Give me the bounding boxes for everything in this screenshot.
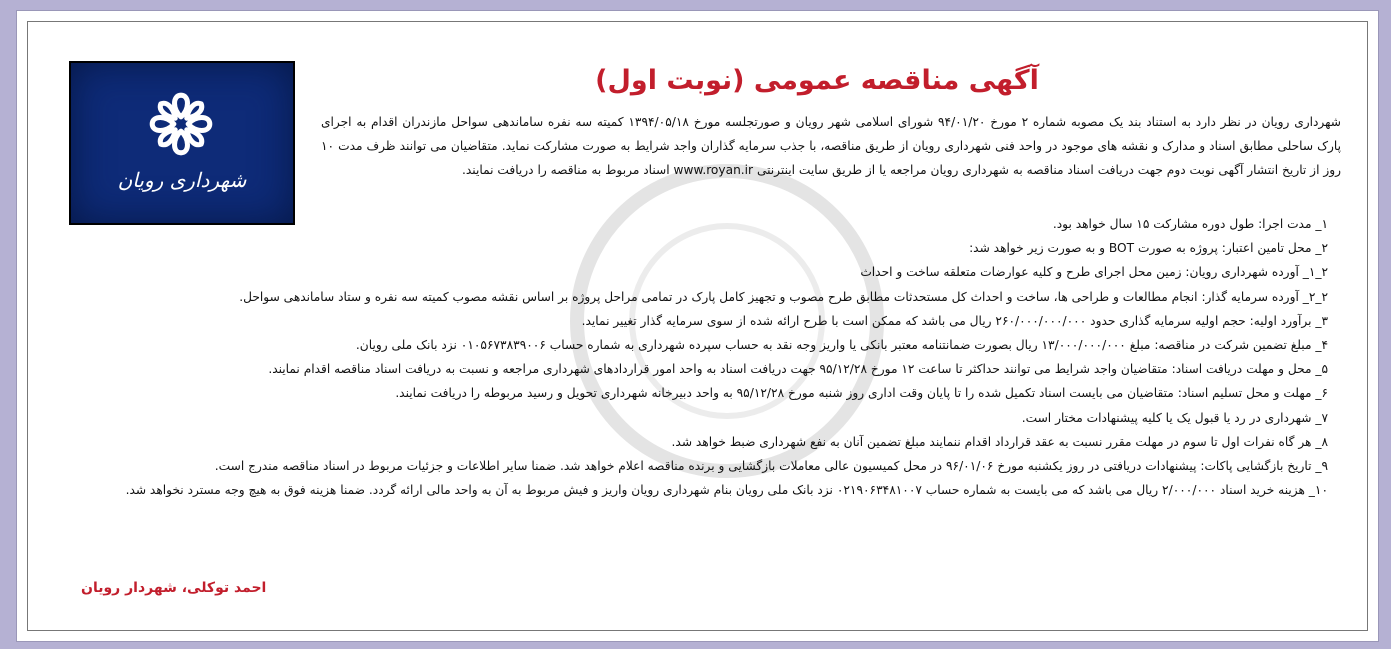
logo-text: شهرداری رویان	[117, 168, 247, 192]
list-item: ۱_ مدت اجرا: طول دوره مشارکت ۱۵ سال خواهد بود.	[1052, 217, 1328, 231]
intro-paragraph: شهرداری رویان در نظر دارد به استناد بند یک مصوبه شماره ۲ مورخ ۹۴/۰۱/۲۰ شورای اسلامی شهر رویان و صورتجلسه مورخ ۱۳۹۴/۰۵/۱۸ کمیته سه نفره ساماندهی سواحل مازندران اقدام به اجرای پارک ساحلی مطابق اسناد و مدارک و نقشه های موجود در واحد فنی شهرداری رویان از طریق مناقصه، با جذب سرمایه گذاران واجد شرایط به صورت مشارکت نماید. متقاضیان می توانند ظرف مدت ۱۰ روز از تاریخ انتشار آگهی نوبت دوم جهت دریافت اسناد مناقصه به شهرداری رویان مراجعه یا از طریق سایت اینترنتی www.royan.ir اسناد مربوط به مناقصه را دریافت نمایند.	[321, 115, 1341, 177]
list-item: ۹_ تاریخ بازگشایی پاکات: پیشنهادات دریافتی در روز یکشنبه مورخ ۹۶/۰۱/۰۶ در محل کمیسیون عالی معاملات بازگشایی و برنده مناقصه اعلام خواهد شد. ضمنا سایر اطلاعات و جزئیات مربوط در اسناد مناقصه مندرج است.	[214, 459, 1328, 474]
list-item: ۶_ مهلت و محل تسلیم اسناد: متقاضیان می بایست اسناد تکمیل شده را تا پایان وقت اداری روز شنبه مورخ ۹۵/۱۲/۲۸ به واحد دبیرخانه شهرداری تحویل و رسید مربوطه را دریافت نمایند.	[395, 386, 1328, 401]
list-item: ۷_ شهرداری در رد یا قبول یک یا کلیه پیشنهادات مختار است.	[1021, 410, 1328, 425]
logo	[69, 61, 295, 225]
list-item: ۸_ هر گاه نفرات اول تا سوم در مهلت مقرر نسبت به عقد قرارداد اقدام ننمایند مبلغ تضمین آنان به نفع شهرداری ضبط خواهد شد.	[671, 434, 1328, 449]
list-item: ۱۰_ هزینه خرید اسناد ۲/۰۰۰/۰۰۰ ریال می باشد که می بایست به شماره حساب ۰۲۱۹۰۶۳۴۸۱۰۰۷ نزد بانک ملی رویان بنام شهرداری رویان واریز و فیش مربوط به آن به واحد مالی ارائه گردد. ضمنا هزینه فوق به هیچ وجه مسترد نخواهد شد.	[125, 483, 1328, 498]
flower-emblem-icon	[145, 88, 217, 160]
list-item: ۲_۱_ آورده شهرداری رویان: زمین محل اجرای طرح و کلیه عوارضات متعلقه ساخت و احداث	[860, 265, 1328, 280]
signature: احمد توکلی، شهردار رویان	[81, 580, 267, 596]
list-item: ۲_۲_ آورده سرمایه گذار: انجام مطالعات و طراحی ها، ساخت و احداث کل مستحدثات مطابق طرح مصوب و تجهیز کامل پارک در تمامی مراحل پروژه بر اساس نقشه مصوب کمیته سه نفره و ستاد ساماندهی سواحل.	[239, 289, 1328, 304]
list-item: ۵_ محل و مهلت دریافت اسناد: متقاضیان واجد شرایط می توانند حداکثر تا ساعت ۱۲ مورخ ۹۵/۱۲/۲۸ جهت دریافت اسناد به واحد امور قراردادهای شهرداری مراجعه و نسبت به دریافت اسناد مناقصه اقدام نمایند.	[268, 362, 1328, 377]
list-item: ۳_ برآورد اولیه: حجم اولیه سرمایه گذاری حدود ۲۶۰/۰۰۰/۰۰۰/۰۰۰ ریال می باشد که ممکن است با طرح ارائه شده از سوی سرمایه گذار تغییر نماید.	[581, 313, 1328, 328]
list-item: ۲_ محل تامین اعتبار: پروژه به صورت BOT و به صورت زیر خواهد شد:	[969, 241, 1328, 256]
terms-list	[58, 212, 1328, 502]
notice-title: آگهی مناقصه عمومی (نوبت اول)	[595, 65, 1039, 96]
notice-paper	[16, 10, 1379, 642]
list-item: ۴_ مبلغ تضمین شرکت در مناقصه: مبلغ ۱۳/۰۰۰/۰۰۰/۰۰۰ ریال بصورت ضمانتنامه معتبر بانکی یا واریز وجه نقد به حساب سپرده شهرداری به شماره حساب ۰۱۰۵۶۷۳۸۳۹۰۰۶ نزد بانک ملی رویان.	[355, 338, 1328, 353]
